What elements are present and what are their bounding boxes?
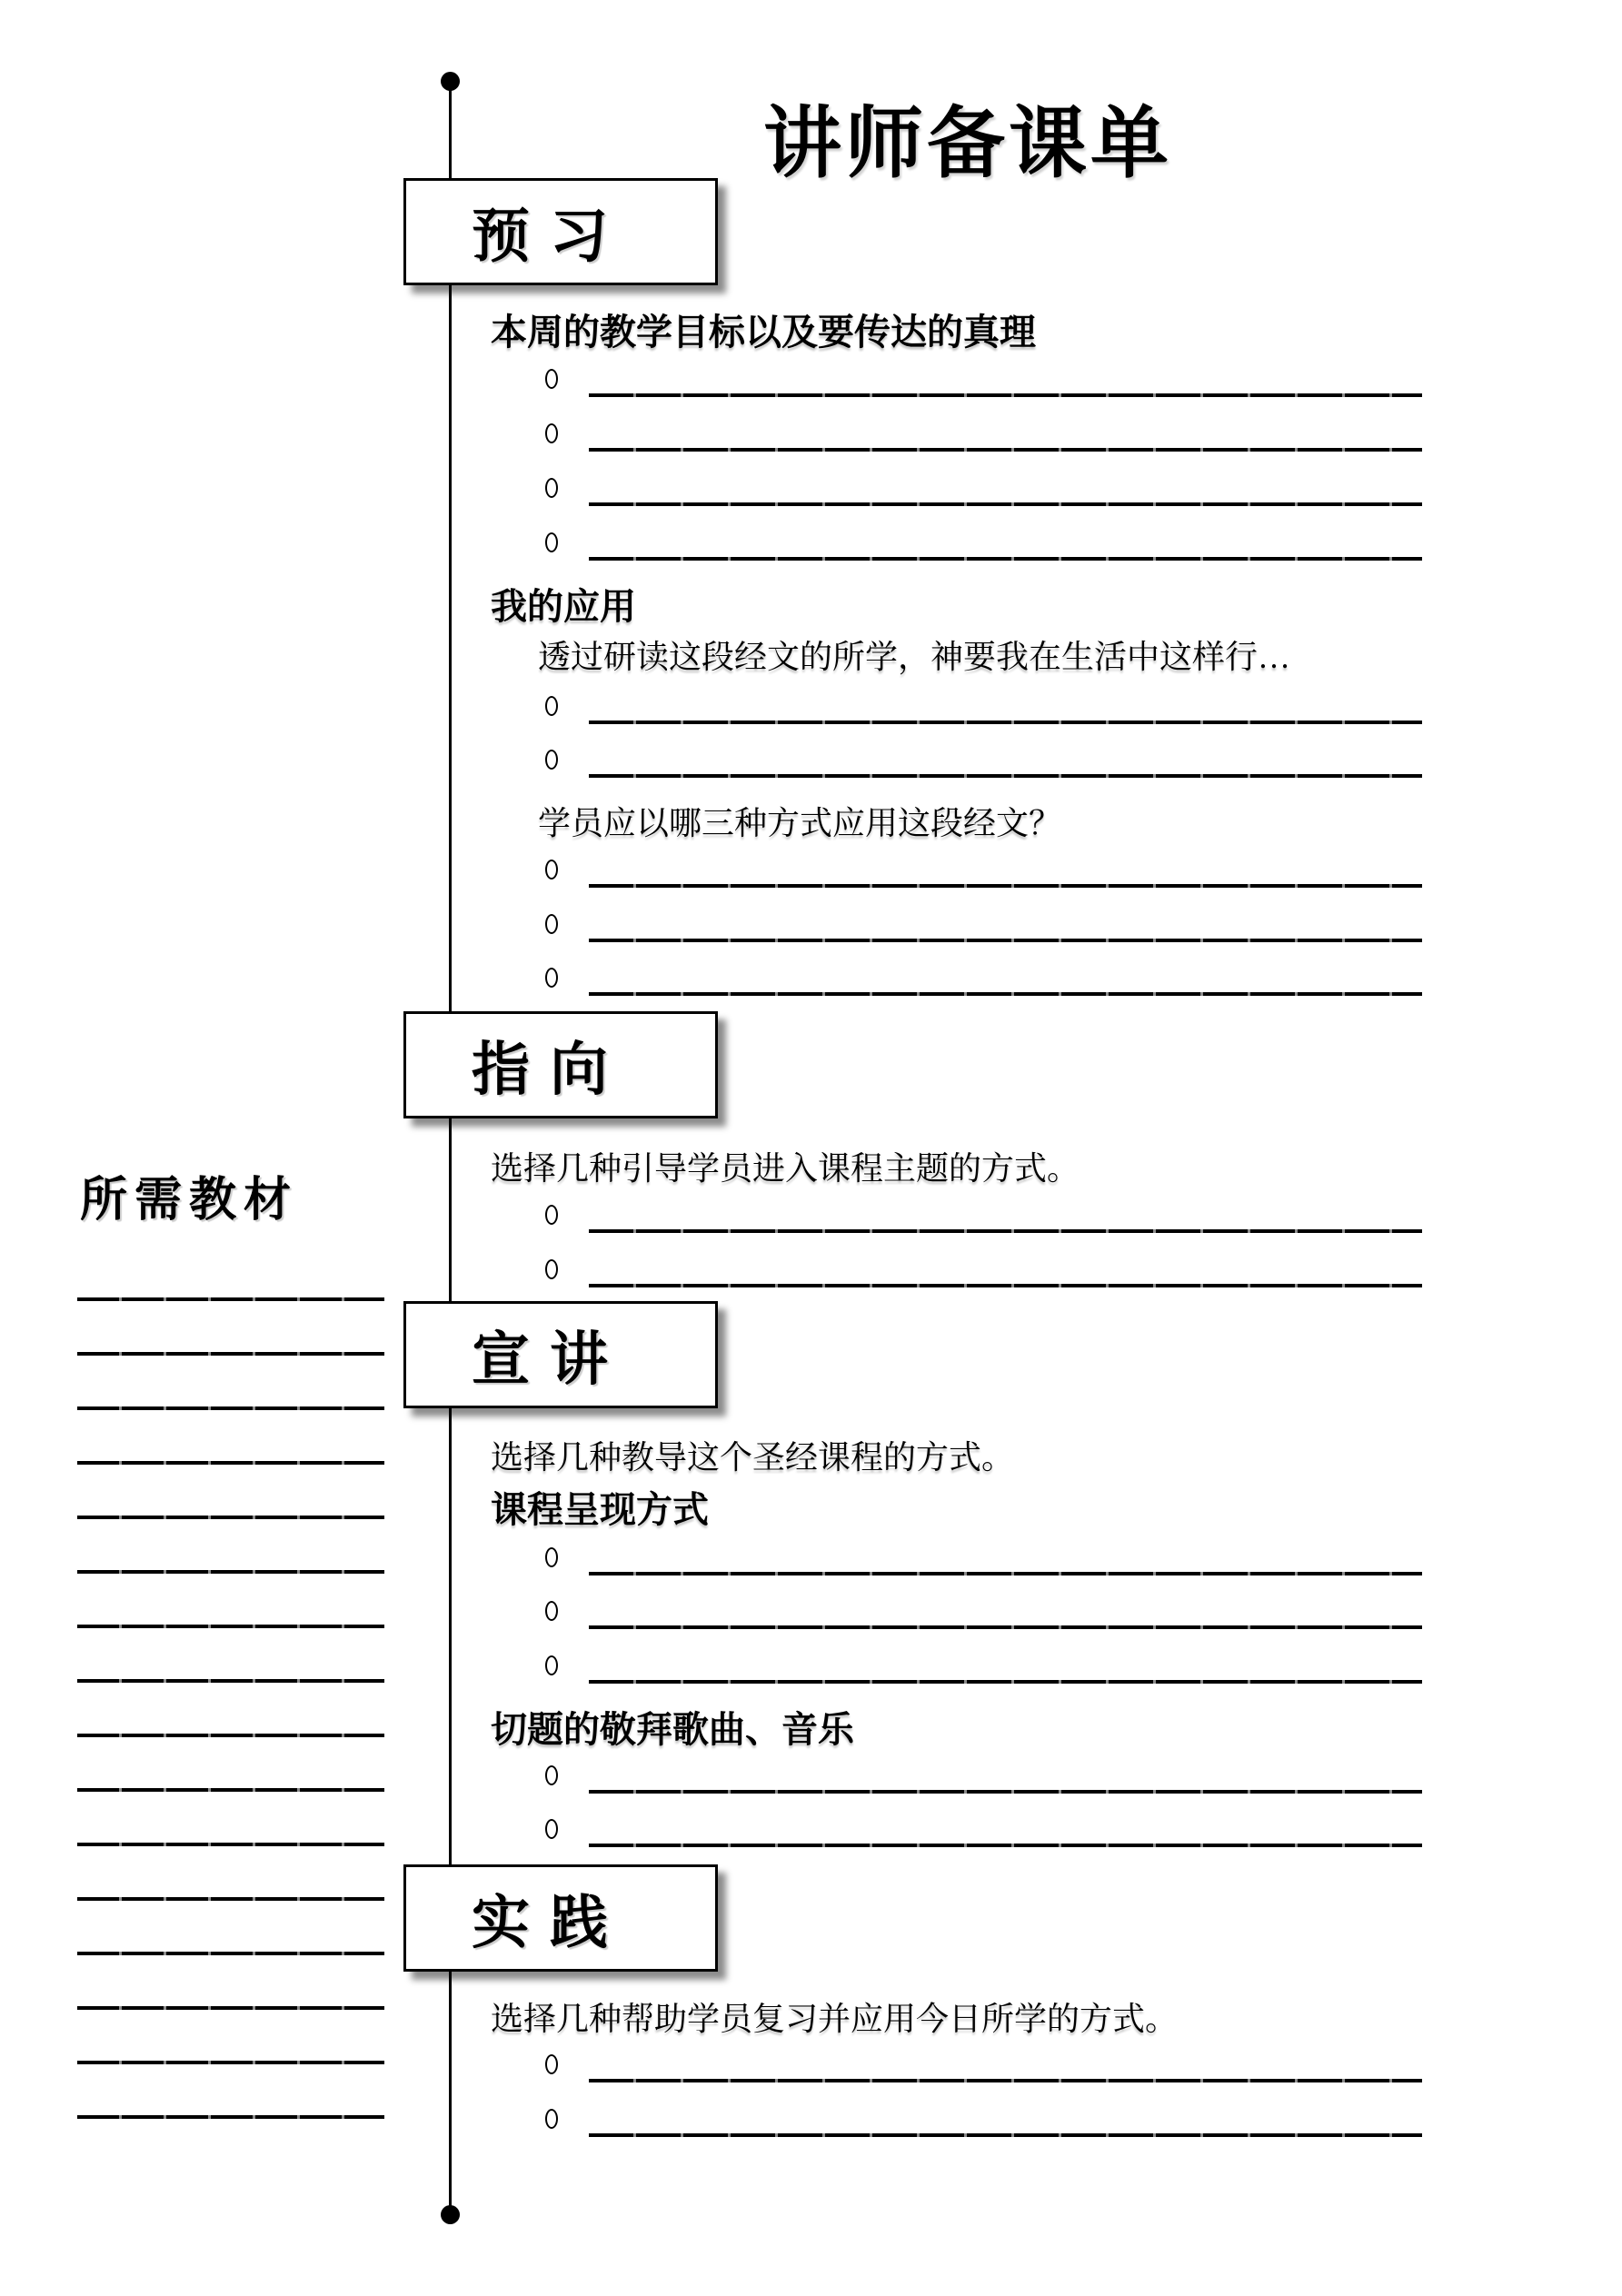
answer-blank-line xyxy=(589,502,1422,506)
answer-blank-line xyxy=(589,1284,1422,1287)
answer-blank-line xyxy=(589,1680,1422,1684)
materials-blank-line xyxy=(77,1679,384,1683)
point-lead-text: 选择几种引导学员进入课程主题的方式。 xyxy=(491,1150,1080,1187)
answer-blank-line xyxy=(589,939,1422,942)
materials-blank-line xyxy=(77,2006,384,2010)
materials-blank-line xyxy=(77,1516,384,1519)
answer-blank-line xyxy=(589,557,1422,561)
bullet-circle-icon xyxy=(545,532,558,552)
bullet-circle-icon xyxy=(545,2054,558,2074)
answer-blank-line xyxy=(589,1790,1422,1794)
my-application-heading: 我的应用 xyxy=(491,586,636,627)
bullet-circle-icon xyxy=(545,750,558,770)
my-application-subtext: 透过研读这段经文的所学，神要我在生活中这样行… xyxy=(538,639,1291,675)
presentation-methods-heading: 课程呈现方式 xyxy=(491,1489,709,1530)
materials-blank-line xyxy=(77,1788,384,1792)
answer-blank-line xyxy=(589,884,1422,888)
materials-blank-line xyxy=(77,1843,384,1846)
materials-blank-line xyxy=(77,2115,384,2119)
page-title: 讲师备课单 xyxy=(763,100,1172,187)
section-box-label: 预习 xyxy=(472,204,628,269)
materials-blank-line xyxy=(77,1297,384,1301)
bullet-circle-icon xyxy=(545,423,558,443)
timeline-top-dot-icon xyxy=(441,72,460,91)
answer-blank-line xyxy=(589,1625,1422,1629)
practice-lead-text: 选择几种帮助学员复习并应用今日所学的方式。 xyxy=(491,2001,1179,2037)
bullet-circle-icon xyxy=(545,914,558,934)
bullet-circle-icon xyxy=(545,1205,558,1225)
timeline-bottom-dot-icon xyxy=(441,2205,460,2224)
answer-blank-line xyxy=(589,721,1422,724)
worship-songs-heading: 切题的敬拜歌曲、音乐 xyxy=(491,1709,854,1750)
bullet-circle-icon xyxy=(545,1601,558,1621)
section-box-label: 实践 xyxy=(472,1891,628,1955)
bullet-circle-icon xyxy=(545,860,558,880)
section-box-preview xyxy=(403,178,718,285)
materials-blank-line xyxy=(77,1406,384,1410)
bullet-circle-icon xyxy=(545,2109,558,2129)
materials-blank-line xyxy=(77,1952,384,1955)
bullet-circle-icon xyxy=(545,1547,558,1567)
materials-blank-line xyxy=(77,1461,384,1465)
bullet-circle-icon xyxy=(545,1259,558,1279)
section-box-label: 宣讲 xyxy=(472,1327,628,1392)
bullet-circle-icon xyxy=(545,968,558,988)
weekly-goals-heading: 本周的教学目标以及要传达的真理 xyxy=(491,312,1036,353)
three-ways-subtext: 学员应以哪三种方式应用这段经文？ xyxy=(538,805,1062,841)
materials-blank-line xyxy=(77,1570,384,1574)
section-box-preach xyxy=(403,1301,718,1408)
answer-blank-line xyxy=(589,1229,1422,1233)
answer-blank-line xyxy=(589,448,1422,452)
bullet-circle-icon xyxy=(545,1819,558,1839)
materials-blank-line xyxy=(77,1734,384,1737)
preach-lead-text: 选择几种教导这个圣经课程的方式。 xyxy=(491,1439,1015,1476)
bullet-circle-icon xyxy=(545,696,558,716)
bullet-circle-icon xyxy=(545,478,558,498)
materials-blank-line xyxy=(77,1897,384,1901)
answer-blank-line xyxy=(589,2079,1422,2082)
answer-blank-line xyxy=(589,2133,1422,2137)
answer-blank-line xyxy=(589,774,1422,778)
answer-blank-line xyxy=(589,393,1422,397)
section-box-practice xyxy=(403,1864,718,1972)
bullet-circle-icon xyxy=(545,1655,558,1675)
section-box-label: 指向 xyxy=(472,1038,628,1102)
materials-heading: 所需教材 xyxy=(80,1175,299,1227)
bullet-circle-icon xyxy=(545,1765,558,1785)
section-box-point xyxy=(403,1011,718,1118)
answer-blank-line xyxy=(589,1844,1422,1847)
answer-blank-line xyxy=(589,992,1422,996)
materials-blank-line xyxy=(77,2061,384,2064)
materials-blank-line xyxy=(77,1625,384,1628)
bullet-circle-icon xyxy=(545,369,558,389)
answer-blank-line xyxy=(589,1572,1422,1575)
materials-blank-line xyxy=(77,1352,384,1356)
